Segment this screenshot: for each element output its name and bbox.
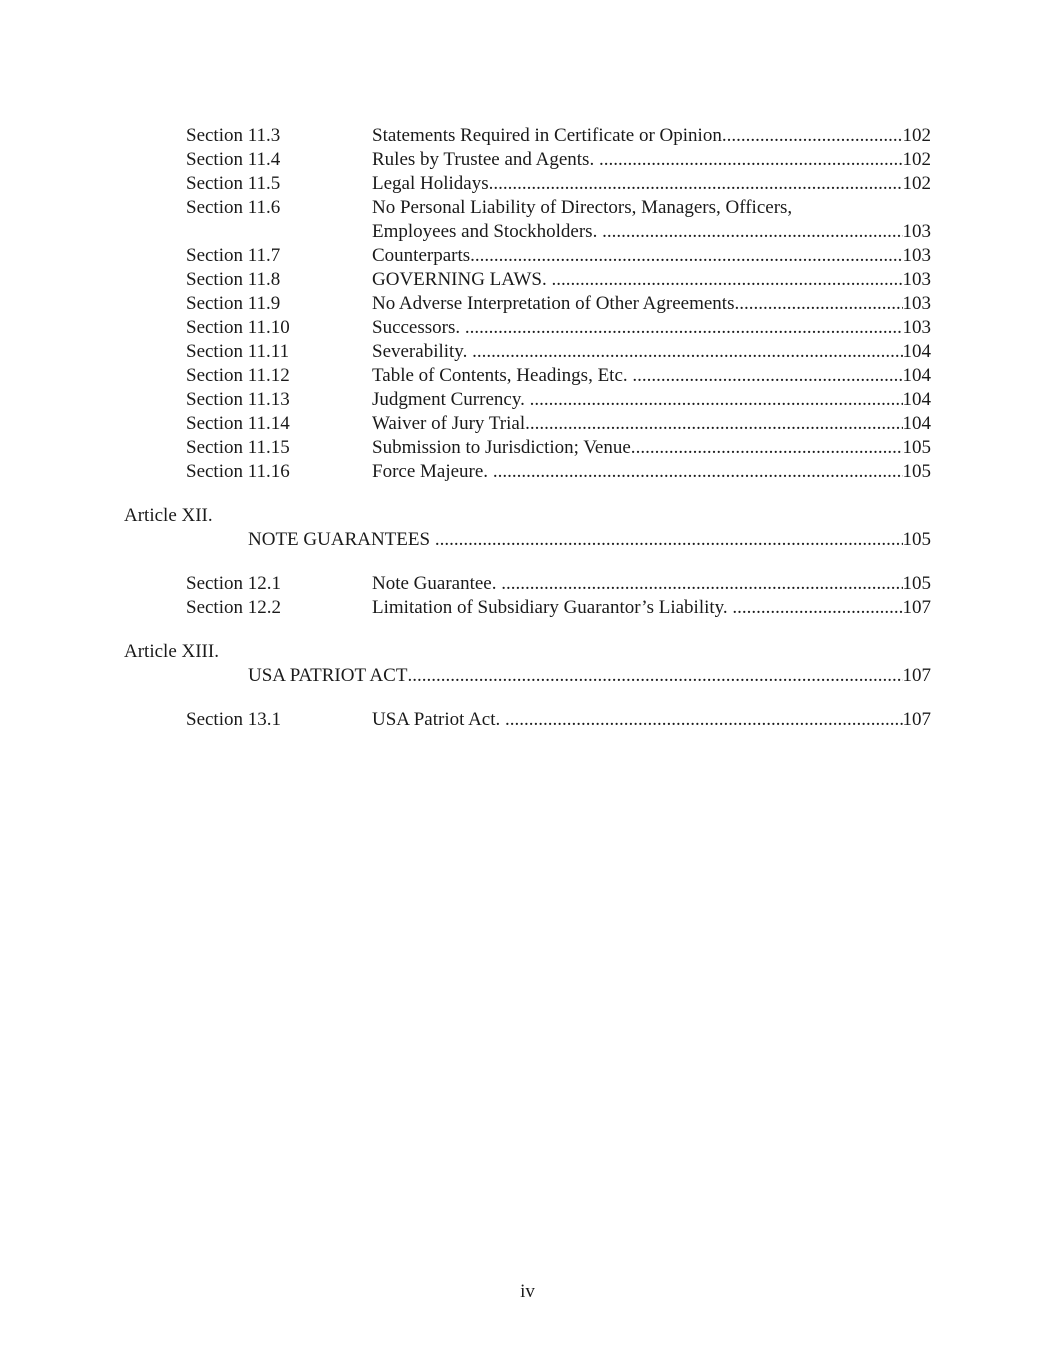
section-title: Severability. [372,341,473,362]
section-title: Waiver of Jury Trial. [372,413,530,434]
section-number: Section 11.15 [186,437,290,458]
section-title: Table of Contents, Headings, Etc. [372,365,633,386]
toc-entry[interactable] [372,292,931,316]
section-title: Successors. [372,317,465,338]
spacer [0,620,1055,640]
toc-entry[interactable] [372,412,931,436]
section-number: Section 11.8 [186,269,281,290]
toc-row [0,316,1055,340]
section-title: Limitation of Subsidiary Guarantor’s Liability. [372,597,733,618]
page-number: 103 [902,293,931,314]
toc-row [0,268,1055,292]
section-number: Section 11.5 [186,173,281,194]
toc-row [0,596,1055,620]
page-number: 104 [902,413,931,434]
toc-entry[interactable] [372,596,931,620]
article-toc-entry[interactable] [248,664,931,688]
toc-row [0,340,1055,364]
toc-row [0,708,1055,732]
table-of-contents [0,124,1055,732]
dot-leader [599,148,903,172]
section-title: USA Patriot Act. [372,709,506,730]
section-number: Section 11.7 [186,245,281,266]
toc-entry[interactable] [372,572,931,596]
toc-entry[interactable] [372,172,931,196]
section-title-line1: No Personal Liability of Directors, Managers, Officers, [372,197,793,218]
section-number: Section 11.16 [186,461,290,482]
toc-entry[interactable] [372,244,931,268]
article-title-row [0,528,1055,552]
toc-entry[interactable] [372,364,931,388]
toc-row [0,412,1055,436]
toc-entry[interactable] [372,436,931,460]
toc-row [0,196,1055,220]
article-heading-row [0,640,1055,664]
dot-leader [505,708,902,732]
article-heading-row [0,504,1055,528]
section-title: Force Majeure. [372,461,493,482]
spacer [0,688,1055,708]
dot-leader [435,528,903,552]
toc-row [0,292,1055,316]
dot-leader [493,460,903,484]
section-title: Judgment Currency. [372,389,530,410]
toc-entry[interactable] [372,220,931,244]
dot-leader [636,436,903,460]
page-number: 105 [902,461,931,482]
page-number: 104 [902,341,931,362]
section-number: Section 12.1 [186,573,281,594]
section-number: Section 11.12 [186,365,290,386]
section-title: Rules by Trustee and Agents. [372,149,599,170]
section-number: Section 11.3 [186,125,281,146]
dot-leader [727,124,903,148]
toc-row-continuation [0,220,1055,244]
page-number: 107 [902,665,931,686]
spacer [0,552,1055,572]
section-title: Counterparts. [372,245,475,266]
toc-entry[interactable] [372,460,931,484]
article-label: Article XII. [124,505,213,526]
section-title: No Adverse Interpretation of Other Agreements. [372,293,740,314]
article-title: USA PATRIOT ACT [248,665,408,686]
section-title: Statements Required in Certificate or Opinion. [372,125,727,146]
article-title-row [0,664,1055,688]
toc-entry[interactable] [372,316,931,340]
page-number: 102 [902,173,931,194]
article-label: Article XIII. [124,641,219,662]
toc-row [0,148,1055,172]
section-number: Section 11.4 [186,149,281,170]
dot-leader [472,340,902,364]
page-number: 105 [902,437,931,458]
section-title: GOVERNING LAWS. [372,269,552,290]
section-number: Section 11.13 [186,389,290,410]
dot-leader [530,412,903,436]
dot-leader [552,268,903,292]
toc-row [0,572,1055,596]
toc-row [0,172,1055,196]
toc-entry[interactable] [372,388,931,412]
toc-row [0,244,1055,268]
page-number: 105 [902,573,931,594]
toc-entry[interactable] [372,124,931,148]
section-title: Note Guarantee. [372,573,502,594]
dot-leader [732,596,902,620]
article-toc-entry[interactable] [248,528,931,552]
spacer [0,484,1055,504]
dot-leader [475,244,903,268]
dot-leader [407,664,902,688]
section-number: Section 11.9 [186,293,281,314]
section-title: Submission to Jurisdiction; Venue. [372,437,636,458]
toc-entry[interactable] [372,268,931,292]
section-number: Section 11.10 [186,317,290,338]
toc-row [0,124,1055,148]
page-number: 104 [902,389,931,410]
toc-row [0,460,1055,484]
toc-entry[interactable] [372,340,931,364]
section-number: Section 11.6 [186,197,281,218]
page-number: 107 [902,709,931,730]
toc-row [0,436,1055,460]
article-title: NOTE GUARANTEES [248,529,435,550]
page-number: 105 [902,529,931,550]
toc-entry[interactable] [372,708,931,732]
page-number: 102 [902,125,931,146]
page-number: 103 [902,317,931,338]
page-number: 102 [902,149,931,170]
section-number: Section 11.14 [186,413,290,434]
page-number: 103 [902,221,931,242]
dot-leader [739,292,902,316]
section-number: Section 13.1 [186,709,281,730]
toc-entry-line1[interactable] [372,196,931,220]
dot-leader [602,220,902,244]
toc-row [0,388,1055,412]
toc-row [0,364,1055,388]
dot-leader [501,572,902,596]
section-title: Employees and Stockholders. [372,221,603,242]
page-number: 103 [902,269,931,290]
section-number: Section 11.11 [186,341,290,362]
section-title: Legal Holidays. [372,173,494,194]
dot-leader [465,316,903,340]
page-number: 107 [902,597,931,618]
toc-entry[interactable] [372,148,931,172]
section-number: Section 12.2 [186,597,281,618]
page-number: 103 [902,245,931,266]
dot-leader [632,364,902,388]
dot-leader [530,388,903,412]
dot-leader [493,172,902,196]
page-number: 104 [902,365,931,386]
page-footer-number: iv [520,1281,535,1302]
